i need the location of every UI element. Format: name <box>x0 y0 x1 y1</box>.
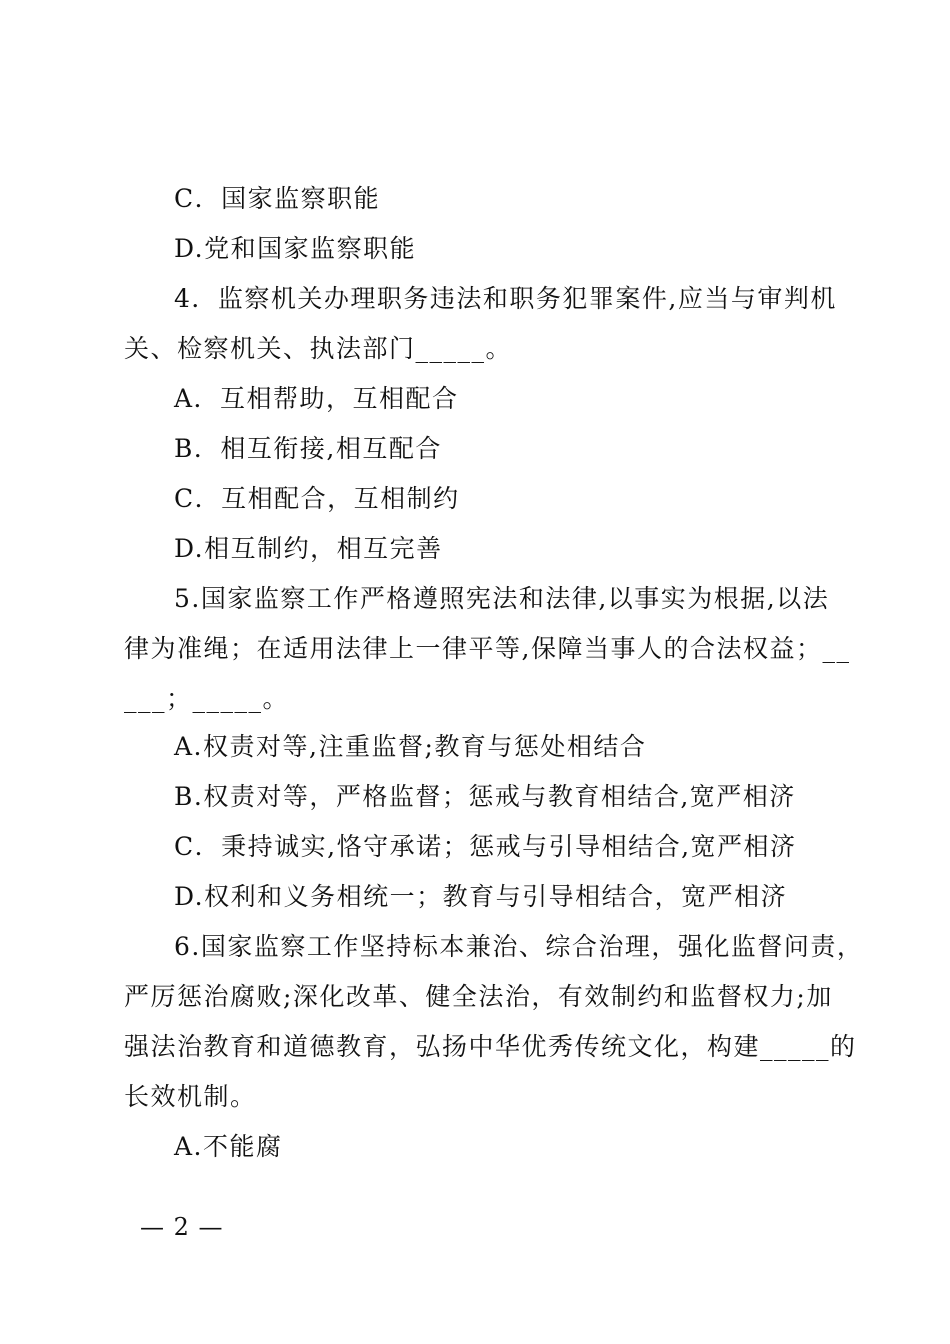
question-5-line-1: 5.国家监察工作严格遵照宪法和法律,以事实为根据,以法 <box>174 584 830 613</box>
option-5c: C．秉持诚实,恪守承诺；惩戒与引导相结合,宽严相济 <box>174 832 797 861</box>
option-4b: B．相互衔接,相互配合 <box>174 434 442 463</box>
page-number: — 2 — <box>140 1213 224 1241</box>
option-5d: D.权利和义务相统一；教育与引导相结合，宽严相济 <box>174 882 788 911</box>
option-3d: D.党和国家监察职能 <box>174 234 417 263</box>
question-6-line-2: 严厉惩治腐败;深化改革、健全法治，有效制约和监督权力;加 <box>124 982 833 1011</box>
option-4c: C．互相配合，互相制约 <box>174 484 460 513</box>
option-4d: D.相互制约，相互完善 <box>174 534 443 563</box>
option-6a: A.不能腐 <box>174 1132 283 1161</box>
question-5-line-2: 律为准绳；在适用法律上一律平等,保障当事人的合法权益；__ <box>124 634 851 663</box>
question-6-line-1: 6.国家监察工作坚持标本兼治、综合治理，强化监督问责， <box>174 932 864 961</box>
question-4-line-1: 4．监察机关办理职务违法和职务犯罪案件,应当与审判机 <box>174 284 837 313</box>
option-4a: A．互相帮助，互相配合 <box>174 384 459 413</box>
question-4-line-2: 关、检察机关、执法部门_____。 <box>124 334 513 363</box>
option-5b: B.权责对等，严格监督；惩戒与教育相结合,宽严相济 <box>174 782 796 811</box>
option-3c: C．国家监察职能 <box>174 184 381 213</box>
question-6-line-4: 长效机制。 <box>124 1082 257 1111</box>
question-5-line-3: ___；_____。 <box>124 684 290 713</box>
question-6-line-3: 强法治教育和道德教育，弘扬中华优秀传统文化，构建_____的 <box>124 1032 857 1061</box>
option-5a: A.权责对等,注重监督;教育与惩处相结合 <box>174 732 647 761</box>
